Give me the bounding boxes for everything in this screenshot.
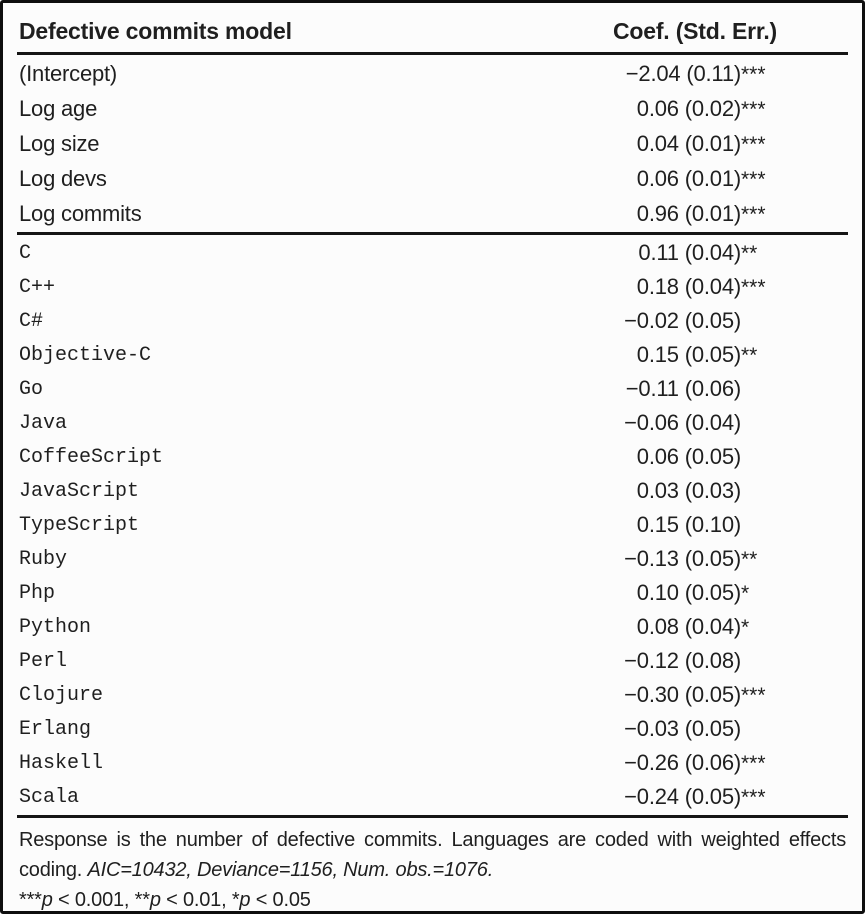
coef-value: 0.03 (0.03) (636, 478, 741, 503)
coef-value: 0.10 (0.05) (636, 580, 741, 605)
coef-cell (613, 274, 846, 300)
coef-value: −0.24 (0.05) (624, 784, 741, 809)
significance-stars: *** (741, 202, 766, 226)
row-label: Log size (19, 130, 100, 156)
significance-stars: *** (741, 97, 766, 121)
significance-stars: *** (741, 752, 766, 775)
sig-3-stars: *** (19, 889, 42, 911)
table-row (17, 440, 848, 474)
coef-value: 0.96 (0.01) (636, 200, 741, 226)
table-row (17, 542, 848, 576)
row-label: CoffeeScript (19, 445, 164, 469)
row-label: Objective-C (19, 343, 152, 367)
coef-cell (613, 614, 846, 640)
coef-cell (613, 682, 846, 708)
coef-cell (613, 512, 846, 538)
coef-value: −0.26 (0.06) (624, 750, 741, 775)
coef-value: 0.06 (0.01) (636, 165, 741, 191)
row-label: Erlang (19, 717, 92, 741)
row-label: C++ (19, 275, 56, 299)
significance-stars: * (741, 582, 750, 605)
row-label: Log devs (19, 165, 107, 191)
coef-value: −0.30 (0.05) (624, 682, 741, 707)
coef-cell (613, 201, 846, 227)
significance-stars: ** (741, 548, 758, 571)
table-row (17, 576, 848, 610)
footnote-response-note: Response is the number of defective commits. Languages are coded with weighted effects coding. (19, 829, 846, 881)
significance-stars: ** (741, 242, 758, 265)
row-label: Php (19, 581, 56, 605)
sig-1-threshold: < 0.05 (250, 889, 311, 911)
sig-1-stars: * (231, 889, 240, 911)
coef-value: 0.18 (0.04) (636, 274, 741, 299)
coef-cell (613, 61, 846, 87)
coef-value: −0.13 (0.05) (624, 546, 741, 571)
model-terms-section (17, 55, 848, 232)
coef-value: −0.03 (0.05) (624, 716, 741, 741)
coef-value: 0.06 (0.05) (636, 444, 741, 469)
coef-cell (613, 750, 846, 776)
table-title: Defective commits model (19, 18, 292, 44)
coef-value: 0.15 (0.10) (636, 512, 741, 537)
coef-value: −0.02 (0.05) (624, 308, 741, 333)
row-label: Python (19, 615, 92, 639)
sig-3-p: p (41, 889, 53, 911)
table-row (17, 338, 848, 372)
table-row (17, 56, 848, 91)
table-row (17, 270, 848, 304)
coef-cell (613, 648, 846, 674)
row-label: Log commits (19, 200, 142, 226)
significance-stars: *** (741, 167, 766, 191)
table-row (17, 610, 848, 644)
coef-value: 0.15 (0.05) (636, 342, 741, 367)
coef-cell (613, 240, 846, 266)
significance-stars: *** (741, 132, 766, 156)
table-row (17, 508, 848, 542)
row-label: Perl (19, 649, 68, 673)
coef-value: 0.04 (0.01) (636, 130, 741, 156)
table-row (17, 474, 848, 508)
coef-value: 0.11 (0.04) (638, 240, 741, 265)
table-row (17, 746, 848, 780)
table-row (17, 161, 848, 196)
row-label: Log age (19, 95, 98, 121)
coef-value: −0.11 (0.06) (625, 376, 741, 401)
table-row (17, 406, 848, 440)
table-row (17, 712, 848, 746)
coef-cell (613, 131, 846, 157)
sig-2-threshold: < 0.01, (160, 889, 232, 911)
table-row (17, 678, 848, 712)
coef-value: −0.06 (0.04) (624, 410, 741, 435)
sig-2-stars: ** (134, 889, 150, 911)
significance-stars: *** (741, 276, 766, 299)
coef-cell (613, 784, 846, 810)
coef-cell (613, 444, 846, 470)
row-label: C# (19, 309, 44, 333)
row-label: Go (19, 377, 44, 401)
sig-2-p: p (149, 889, 161, 911)
coef-value: −0.12 (0.08) (624, 648, 741, 673)
row-label: C (19, 241, 32, 265)
footnote-text (19, 825, 846, 885)
significance-legend (19, 885, 846, 914)
significance-stars: *** (741, 684, 766, 707)
significance-stars: ** (741, 344, 758, 367)
row-label: Java (19, 411, 68, 435)
table-row (17, 644, 848, 678)
row-label: Haskell (19, 751, 104, 775)
coef-column-header: Coef. (Std. Err.) (613, 18, 778, 44)
table-footnote (17, 815, 848, 914)
coef-cell (613, 166, 846, 192)
row-label: Ruby (19, 547, 68, 571)
significance-stars: *** (741, 62, 766, 86)
table-row (17, 780, 848, 814)
sig-3-threshold: < 0.001, (52, 889, 135, 911)
coef-value: 0.08 (0.04) (636, 614, 741, 639)
table-row (17, 91, 848, 126)
significance-stars: *** (741, 786, 766, 809)
coef-value: 0.06 (0.02) (636, 95, 741, 121)
coef-cell (613, 716, 846, 742)
table-row (17, 196, 848, 231)
coef-cell (613, 410, 846, 436)
languages-section (17, 232, 848, 815)
row-label: TypeScript (19, 513, 140, 537)
coef-value: −2.04 (0.11) (625, 60, 741, 86)
coef-cell (613, 376, 846, 402)
row-label: Clojure (19, 683, 104, 707)
row-label: Scala (19, 785, 80, 809)
sig-1-p: p (239, 889, 251, 911)
table-row (17, 304, 848, 338)
coef-cell (613, 478, 846, 504)
significance-stars: * (741, 616, 750, 639)
coef-cell (613, 308, 846, 334)
footnote-model-stats: AIC=10432, Deviance=1156, Num. obs.=1076. (87, 859, 494, 881)
row-label: (Intercept) (19, 60, 118, 86)
table-header-row (17, 3, 848, 55)
row-label: JavaScript (19, 479, 140, 503)
coef-cell (613, 342, 846, 368)
table-row (17, 236, 848, 270)
coef-cell (613, 546, 846, 572)
coef-cell (613, 580, 846, 606)
table-row (17, 126, 848, 161)
table-row (17, 372, 848, 406)
coef-cell (613, 96, 846, 122)
